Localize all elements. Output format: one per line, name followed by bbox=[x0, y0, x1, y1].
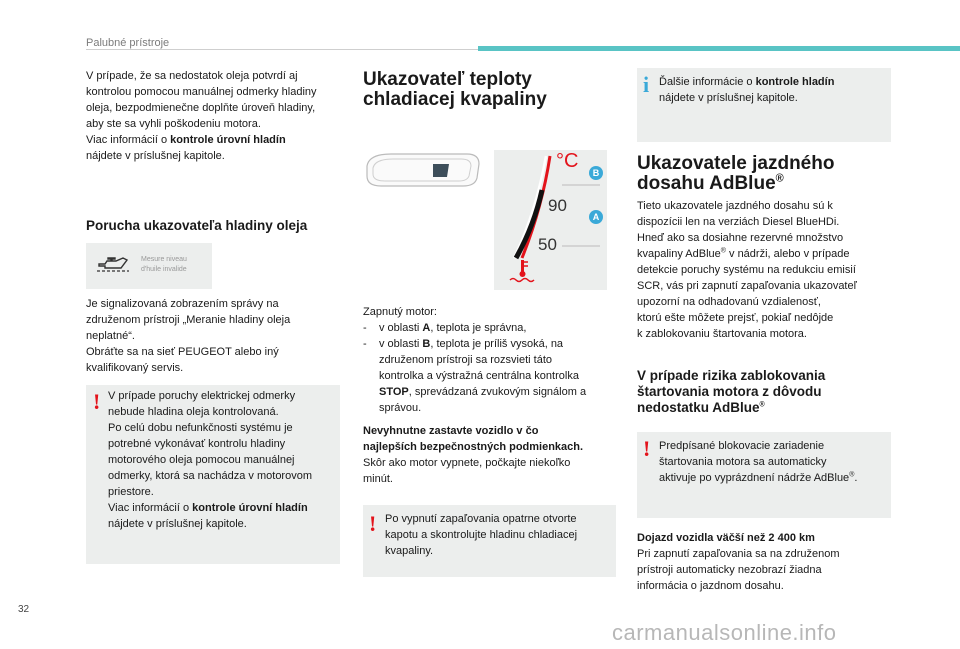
warning-icon: ! bbox=[643, 436, 651, 461]
gauge-label-90: 90 bbox=[548, 196, 567, 215]
gauge-unit: °C bbox=[556, 150, 579, 172]
warning-icon: ! bbox=[93, 389, 101, 414]
info-text: Ďalšie informácie o kontrole hladín nájdete v príslušnej kapitole. bbox=[659, 76, 835, 104]
coolant-gauge-illustration bbox=[494, 150, 607, 290]
display-message-line-2: d'huile invalide bbox=[141, 266, 187, 273]
header-accent-bar bbox=[478, 46, 960, 51]
adblue-warning-text: Predpísané blokovacie zariadenie štartovania motora sa automaticky aktivuje po vyprázdnení nádrže AdBlue®. bbox=[659, 440, 858, 484]
warning-icon: ! bbox=[369, 511, 377, 536]
coolant-temp-heading: Ukazovateľ teploty chladiacej kvapaliny bbox=[363, 69, 547, 110]
header-divider bbox=[86, 49, 478, 50]
instrument-cluster-thumbnail bbox=[363, 150, 481, 190]
range-paragraph: Dojazd vozidla väčší než 2 400 km Pri zapnutí zapaľovania sa na združenom prístroji automaticky nezobrazí žiadna informácia o jazdnom dosahu. bbox=[637, 532, 840, 592]
page-number: 32 bbox=[18, 604, 30, 615]
gauge-label-50: 50 bbox=[538, 235, 557, 254]
adblue-paragraph: Tieto ukazovatele jazdného dosahu sú k dispozícii len na verziách Diesel BlueHDi. Hneď ako sa dosiahne rezervné množstvo kvapaliny AdBlue® v nádrži, alebo v prípade detekcie poruchy systému na redukciu emisií SCR, vás pri zapnutí zapaľovania ukazovateľ upozorní na odhadovanú vzdialenosť, ktorú ešte môžete prejsť, pokiaľ nedôjde k zablokovaniu štartovania motora. bbox=[637, 200, 857, 340]
coolant-paragraph: Zapnutý motor: - v oblasti A, teplota je správna, - v oblasti B, teplota je príliš vysoká, na združenom prístroji sa rozsvieti táto kontrolka a výstražná centrálna kontrolka STOP, sprevádzaná zvukovým signálom a správou. bbox=[363, 304, 613, 416]
info-icon: i bbox=[643, 72, 650, 97]
list-item: - v oblasti B, teplota je príliš vysoká, na bbox=[363, 338, 564, 350]
section-title: Palubné prístroje bbox=[86, 37, 170, 49]
watermark: carmanualsonline.info bbox=[612, 620, 837, 645]
zone-b-marker: B bbox=[589, 166, 603, 180]
intro-paragraph: V prípade, že sa nedostatok oleja potvrdí aj kontrolou pomocou manuálnej odmerky hladiny oleja, bezpodmienečne doplňte úroveň hladiny, aby ste sa vyhli poškodeniu motora. Viac informácií o kontrole úrovní hladín nájdete v príslušnej kapitole. bbox=[86, 70, 317, 162]
oil-level-display-illustration bbox=[86, 243, 212, 289]
oil-warning-box bbox=[86, 385, 340, 564]
display-message-line-1: Mesure niveau bbox=[141, 256, 187, 263]
coolant-warning-text: Po vypnutí zapaľovania opatrne otvorte kapotu a skontrolujte hladinu chladiacej kvapaliny. bbox=[385, 513, 578, 557]
adblue-heading: Ukazovatele jazdného dosahu AdBlue® bbox=[637, 153, 835, 194]
adblue-risk-heading: V prípade rizika zablokovania štartovania motora z dôvodu nedostatku AdBlue® bbox=[637, 368, 826, 415]
coolant-warning-box bbox=[363, 505, 616, 577]
adblue-warning-box bbox=[637, 432, 891, 518]
list-item: - v oblasti A, teplota je správna, bbox=[363, 322, 527, 334]
zone-a-marker: A bbox=[589, 210, 603, 224]
oil-fault-paragraph: Je signalizovaná zobrazením správy na združenom prístroji „Meranie hladiny oleja neplatné“. Obráťte sa na sieť PEUGEOT alebo iný kvalifikovaný servis. bbox=[86, 298, 291, 374]
oil-can-icon bbox=[96, 255, 130, 275]
stop-vehicle-paragraph: Nevyhnutne zastavte vozidlo v čo najlepších bezpečnostných podmienkach. Skôr ako motor vypnete, počkajte niekoľko minút. bbox=[363, 425, 584, 485]
oil-warning-text: V prípade poruchy elektrickej odmerky nebude hladina oleja kontrolovaná. Po celú dobu nefunkčnosti systému je potrebné vykonávať kontrolu hladiny motorového oleja pomocou manuálnej odmerky, ktorá sa nachádza v motorovom priestore. Viac informácií o kontrole úrovní hladín nájdete v príslušnej kapitole. bbox=[108, 390, 312, 530]
coolant-temperature-icon bbox=[510, 260, 534, 282]
info-box bbox=[637, 68, 891, 142]
oil-gauge-fault-heading: Porucha ukazovateľa hladiny oleja bbox=[86, 218, 308, 233]
